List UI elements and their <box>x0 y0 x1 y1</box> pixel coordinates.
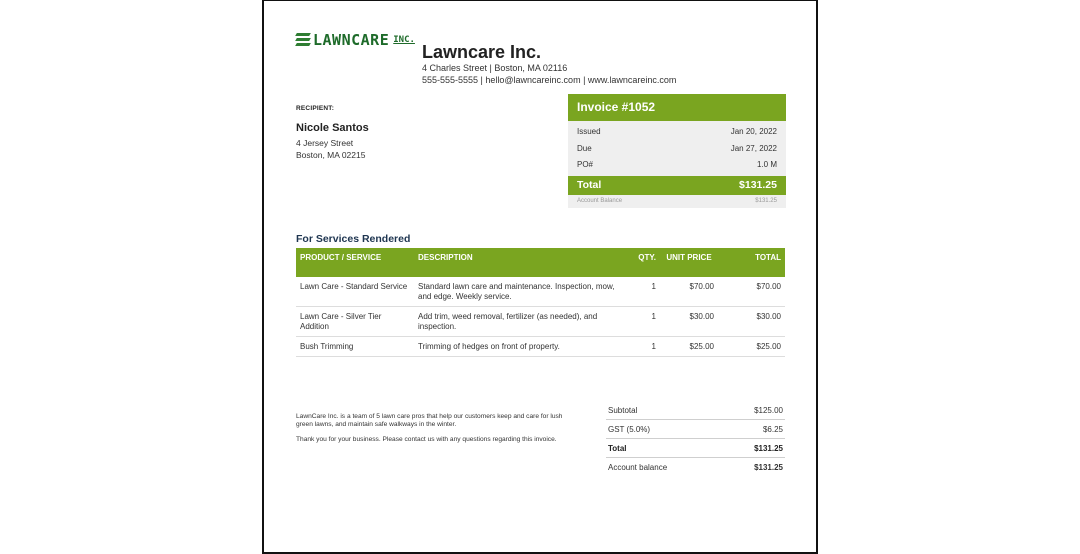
item-total: $70.00 <box>718 277 785 307</box>
footer-about: LawnCare Inc. is a team of 5 lawn care pros that help our customers keep and care for lush green lawns, and maintain safe walkways in the winter. <box>296 413 563 429</box>
account-balance-row <box>606 458 785 477</box>
invoice-issued-row <box>577 124 777 141</box>
invoice-balance-label: Account Balance <box>577 197 623 204</box>
item-qty: 1 <box>628 307 660 337</box>
invoice-total-label: Total <box>577 178 602 191</box>
item-total: $30.00 <box>718 307 785 337</box>
po-label: PO# <box>577 160 594 169</box>
invoice-balance-row <box>568 195 786 208</box>
recipient-block <box>296 105 369 161</box>
company-name: Lawncare Inc. <box>422 42 542 62</box>
issued-label: Issued <box>577 127 601 136</box>
footer-thanks: Thank you for your business. Please contact us with any questions regarding this invoice. <box>296 435 557 443</box>
item-product: Bush Trimming <box>296 337 414 357</box>
recipient-name: Nicole Santos <box>296 122 369 134</box>
subtotal-label: Subtotal <box>608 406 638 415</box>
total-row <box>606 439 785 458</box>
tax-value: $6.25 <box>762 425 783 434</box>
item-total: $25.00 <box>718 337 785 357</box>
invoice-summary-box <box>568 94 786 208</box>
header-total: TOTAL <box>718 248 785 277</box>
header-unit-price: UNIT PRICE <box>660 248 718 277</box>
logo-stripes-icon <box>296 33 310 47</box>
po-value: 1.0 M <box>756 160 777 169</box>
invoice-due-row <box>577 141 777 158</box>
total-label: Total <box>608 444 627 453</box>
company-header <box>422 41 676 86</box>
logo-text: LAWNCARE <box>313 31 390 49</box>
header-qty: QTY. <box>628 248 660 277</box>
subtotal-value: $125.00 <box>754 406 783 415</box>
issued-value: Jan 20, 2022 <box>730 127 777 136</box>
invoice-total-value: $131.25 <box>739 178 777 191</box>
due-value: Jan 27, 2022 <box>730 143 777 153</box>
item-description: Add trim, weed removal, fertilizer (as needed), and inspection. <box>414 307 628 337</box>
company-address: 4 Charles Street | Boston, MA 02116 <box>422 63 568 73</box>
company-logo <box>296 32 415 48</box>
table-row <box>296 277 785 307</box>
item-unit-price: $25.00 <box>660 337 718 357</box>
header-product: PRODUCT / SERVICE <box>296 248 414 277</box>
item-unit-price: $70.00 <box>660 277 718 307</box>
recipient-city: Boston, MA 02215 <box>296 149 366 160</box>
item-unit-price: $30.00 <box>660 307 718 337</box>
subtotal-row <box>606 401 785 420</box>
services-table <box>296 248 785 357</box>
logo-suffix: INC. <box>393 35 415 45</box>
item-qty: 1 <box>628 337 660 357</box>
header-description: DESCRIPTION <box>414 248 628 277</box>
item-product: Lawn Care - Silver Tier Addition <box>296 307 414 337</box>
table-row <box>296 307 785 337</box>
recipient-street: 4 Jersey Street <box>296 138 354 148</box>
item-product: Lawn Care - Standard Service <box>296 277 414 307</box>
item-description: Standard lawn care and maintenance. Inspection, mow, and edge. Weekly service. <box>414 277 628 307</box>
table-row <box>296 337 785 357</box>
invoice-po-row <box>577 157 777 174</box>
total-value: $131.25 <box>754 444 783 453</box>
totals-summary <box>606 401 785 477</box>
footer-note <box>296 413 581 450</box>
account-balance-label: Account balance <box>608 463 668 472</box>
invoice-balance-value: $131.25 <box>755 197 777 204</box>
tax-label: GST (5.0%) <box>608 425 651 434</box>
invoice-total-row <box>568 176 786 195</box>
due-label: Due <box>577 143 592 153</box>
account-balance-value: $131.25 <box>754 463 783 472</box>
item-qty: 1 <box>628 277 660 307</box>
recipient-label: RECIPIENT: <box>296 105 335 112</box>
tax-row <box>606 420 785 439</box>
invoice-title: Invoice #1052 <box>568 94 786 121</box>
services-table-header <box>296 248 785 277</box>
services-title: For Services Rendered <box>296 233 411 245</box>
invoice-page <box>262 0 818 554</box>
item-description: Trimming of hedges on front of property. <box>414 337 628 357</box>
company-contact: 555-555-5555 | hello@lawncareinc.com | www.lawncareinc.com <box>422 74 677 85</box>
